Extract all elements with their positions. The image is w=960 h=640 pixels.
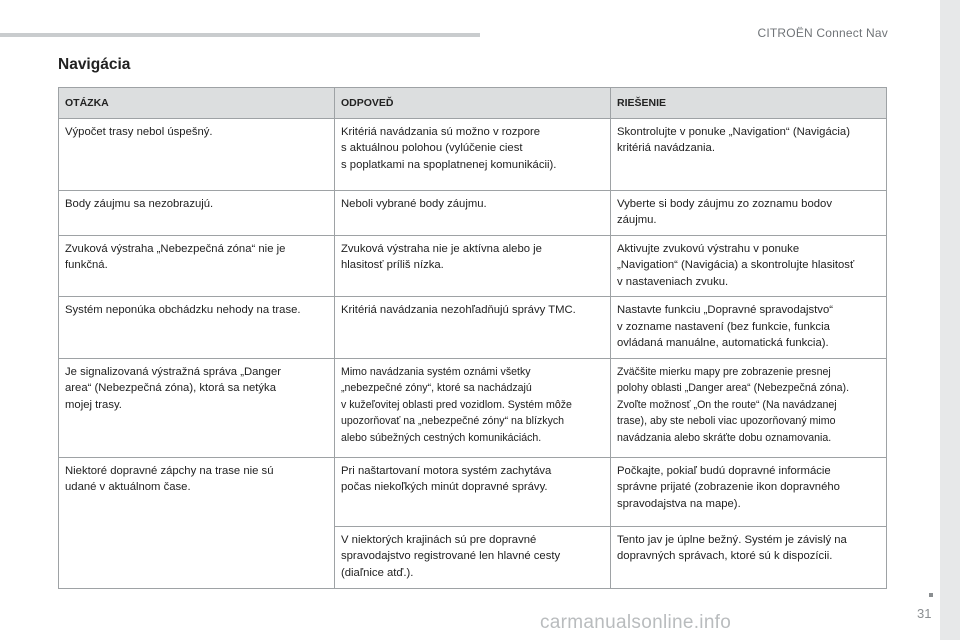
text-line: „nebezpečné zóny“, ktoré sa nachádzajú: [341, 382, 532, 394]
text-line: „Navigation“ (Navigácia) a skontrolujte hlasitosť: [617, 259, 855, 271]
text-line: Zvoľte možnosť „On the route“ (Na navádzanej: [617, 398, 837, 411]
text-line: Nastavte funkciu „Dopravné spravodajstvo“: [617, 304, 833, 316]
table-row: [59, 297, 887, 359]
text-line: s poplatkami na spoplatnenej komunikácii).: [341, 158, 557, 171]
faq-table: [58, 87, 887, 589]
text-line: upozorňovať na „nebezpečné zóny“ na blízkych: [341, 415, 565, 427]
answer-cell: [335, 297, 611, 359]
column-header-answer: ODPOVEĎ: [335, 88, 611, 119]
question-cell: [59, 297, 335, 359]
text-line: Systém neponúka obchádzku nehody na trase.: [65, 304, 301, 316]
page-dot: [929, 593, 933, 597]
text-line: spravodajstva na mape).: [617, 497, 741, 510]
text-line: alebo súbežných cestných komunikáciách.: [341, 431, 542, 444]
text-line: Kritériá navádzania nezohľadňujú správy TMC.: [341, 304, 576, 316]
text-line: záujmu.: [617, 214, 657, 226]
text-line: area“ (Nebezpečná zóna), ktorá sa netýka: [65, 382, 276, 394]
text-line: Aktivujte zvukovú výstrahu v ponuke: [617, 242, 800, 255]
watermark: carmanualsonline.info: [540, 612, 732, 633]
answer-cell: [335, 358, 611, 457]
solution-cell: [611, 457, 887, 526]
question-cell: [59, 235, 335, 297]
text-line: správne prijaté (zobrazenie ikon dopravného: [617, 481, 840, 493]
text-line: Skontrolujte v ponuke „Navigation“ (Navigácia): [617, 125, 850, 138]
solution-cell: [611, 190, 887, 235]
text-line: udané v aktuálnom čase.: [65, 481, 191, 493]
solution-cell: [611, 358, 887, 457]
text-line: funkčná.: [65, 259, 108, 271]
text-line: hlasitosť príliš nízka.: [341, 259, 444, 271]
text-line: ovládaná manuálne, automatická funkcia).: [617, 337, 829, 349]
answer-cell: [335, 526, 611, 588]
text-line: mojej trasy.: [65, 398, 122, 411]
text-line: navádzania alebo skráťte dobu oznamovania.: [617, 431, 832, 444]
text-line: v kužeľovitej oblasti pred vozidlom. Systém môže: [341, 398, 572, 411]
page-title: Navigácia: [58, 56, 131, 73]
answer-cell: [335, 118, 611, 190]
question-cell: [59, 190, 335, 235]
solution-cell: [611, 526, 887, 588]
text-line: v nastaveniach zvuku.: [617, 275, 729, 288]
table-row: [59, 235, 887, 297]
text-line: Tento jav je úplne bežný. Systém je závislý na: [617, 533, 847, 546]
text-line: Zväčšite mierku mapy pre zobrazenie presnej: [617, 365, 831, 378]
question-cell: [59, 118, 335, 190]
column-header-question: OTÁZKA: [59, 88, 335, 119]
text-line: počas niekoľkých minút dopravné správy.: [341, 481, 548, 493]
text-line: Mimo navádzania systém oznámi všetky: [341, 365, 531, 378]
answer-cell: [335, 457, 611, 526]
table-row: [59, 358, 887, 457]
table-row: [59, 190, 887, 235]
answer-cell: [335, 190, 611, 235]
text-line: Zvuková výstraha nie je aktívna alebo je: [341, 242, 542, 255]
text-line: (diaľnice atď.).: [341, 566, 414, 579]
text-line: s aktuálnou polohou (vylúčenie ciest: [341, 142, 523, 154]
brand-label: CITROËN Connect Nav: [757, 26, 888, 40]
text-line: trase), aby ste neboli viac upozorňovaný mimo: [617, 415, 836, 427]
text-line: Body záujmu sa nezobrazujú.: [65, 197, 214, 210]
page-number: 31: [917, 606, 932, 621]
text-line: Výpočet trasy nebol úspešný.: [65, 125, 213, 138]
text-line: v zozname nastavení (bez funkcie, funkcia: [617, 320, 830, 333]
header-rule: [0, 33, 480, 37]
solution-cell: [611, 235, 887, 297]
side-strip: [940, 0, 960, 640]
text-line: kritériá navádzania.: [617, 142, 715, 154]
text-line: Vyberte si body záujmu zo zoznamu bodov: [617, 197, 832, 210]
text-line: Neboli vybrané body záujmu.: [341, 197, 487, 210]
text-line: Zvuková výstraha „Nebezpečná zóna“ nie je: [65, 242, 286, 255]
solution-cell: [611, 297, 887, 359]
table-row: [59, 457, 887, 526]
table-row: [59, 118, 887, 190]
question-cell: [59, 358, 335, 457]
text-line: Kritériá navádzania sú možno v rozpore: [341, 125, 541, 138]
column-header-solution: RIEŠENIE: [611, 88, 887, 119]
text-line: Je signalizovaná výstražná správa „Danger: [65, 365, 282, 378]
text-line: Počkajte, pokiaľ budú dopravné informácie: [617, 464, 831, 477]
text-line: dopravných správach, ktoré sú k dispozícii.: [617, 550, 833, 562]
table-header-row: [59, 88, 887, 119]
question-cell: [59, 457, 335, 588]
answer-cell: [335, 235, 611, 297]
text-line: V niektorých krajinách sú pre dopravné: [341, 533, 537, 546]
text-line: spravodajstvo registrované len hlavné cesty: [341, 550, 561, 562]
solution-cell: [611, 118, 887, 190]
text-line: Niektoré dopravné zápchy na trase nie sú: [65, 464, 274, 477]
text-line: Pri naštartovaní motora systém zachytáva: [341, 464, 552, 477]
text-line: polohy oblasti „Danger area“ (Nebezpečná zóna).: [617, 382, 850, 394]
